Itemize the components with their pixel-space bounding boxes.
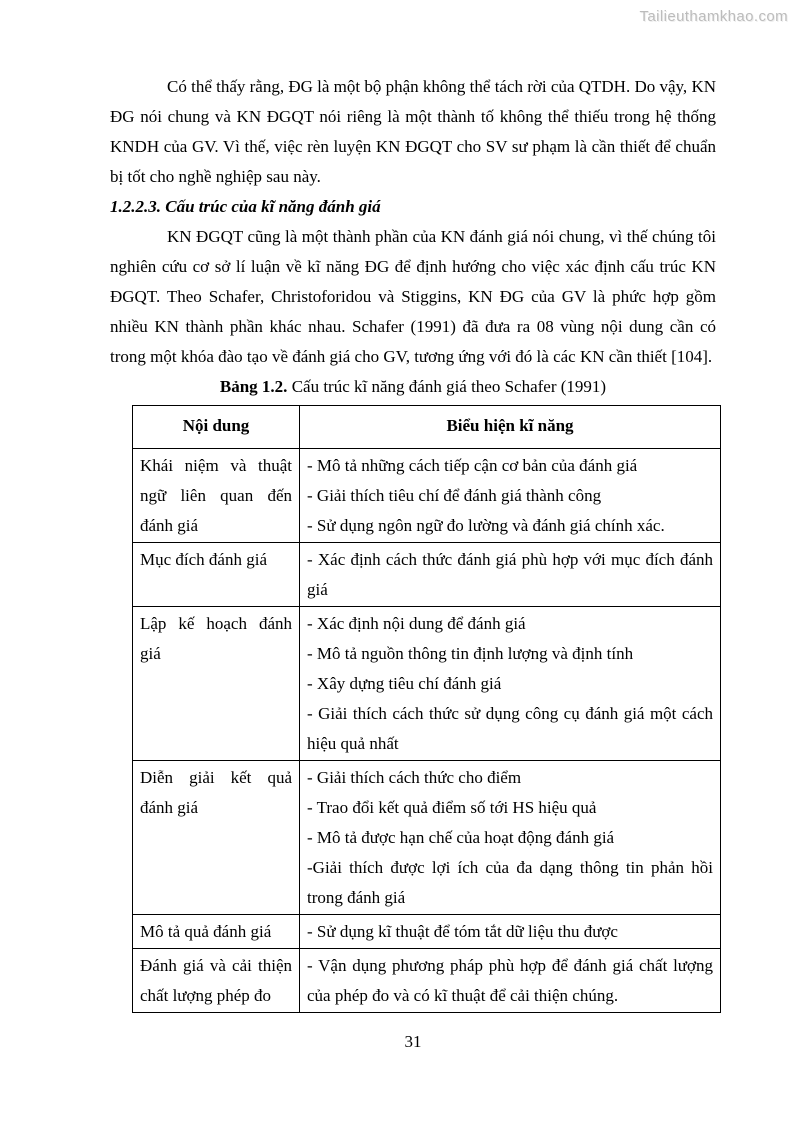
skill-item: - Mô tả được hạn chế của hoạt động đánh giá [307, 828, 615, 847]
column-header-skills: Biểu hiện kĩ năng [300, 406, 721, 449]
skills-cell [300, 915, 721, 949]
content-cell: Diễn giải kết quả đánh giá [133, 761, 300, 915]
skills-cell [300, 949, 721, 1013]
skill-item: - Giải thích cách thức sử dụng công cụ đánh giá một cách hiệu quả nhất [307, 704, 713, 753]
watermark-text: Tailieuthamkhao.com [639, 8, 788, 25]
content-cell: Đánh giá và cải thiện chất lượng phép đo [133, 949, 300, 1013]
skill-item: - Xác định cách thức đánh giá phù hợp với mục đích đánh giá [307, 550, 713, 599]
table-header-row [133, 406, 721, 449]
skill-item: - Giải thích cách thức cho điểm [307, 768, 522, 787]
content-cell: Mục đích đánh giá [133, 543, 300, 607]
skill-item: - Mô tả những cách tiếp cận cơ bản của đánh giá [307, 456, 638, 475]
table-row [133, 449, 721, 543]
skills-cell [300, 761, 721, 915]
skill-item: - Trao đổi kết quả điểm số tới HS hiệu quả [307, 798, 597, 817]
content-cell: Khái niệm và thuật ngữ liên quan đến đánh giá [133, 449, 300, 543]
table-caption [110, 372, 716, 402]
skill-item: - Vận dụng phương pháp phù hợp để đánh giá chất lượng của phép đo và có kĩ thuật để cải thiện chúng. [307, 956, 713, 1005]
column-header-content: Nội dung [133, 406, 300, 449]
skill-item: - Xây dựng tiêu chí đánh giá [307, 674, 502, 693]
paragraph-1: Có thể thấy rằng, ĐG là một bộ phận không thể tách rời của QTDH. Do vậy, KN ĐG nói chung và KN ĐGQT nói riêng là một thành tố không thể thiếu trong hệ thống KNDH của GV. Vì thế, việc rèn luyện KN ĐGQT cho SV sư phạm là cần thiết để chuẩn bị tốt cho nghề nghiệp sau này. [110, 77, 716, 186]
page-content [110, 72, 716, 1057]
skill-item: - Sử dụng kĩ thuật để tóm tắt dữ liệu thu được [307, 922, 618, 941]
section-heading: 1.2.2.3. Cấu trúc của kĩ năng đánh giá [110, 197, 381, 216]
table-row [133, 949, 721, 1013]
content-cell: Lập kế hoạch đánh giá [133, 607, 300, 761]
paragraph-2: KN ĐGQT cũng là một thành phần của KN đánh giá nói chung, vì thế chúng tôi nghiên cứu cơ sở lí luận về kĩ năng ĐG để định hướng cho việc xác định cấu trúc KN ĐGQT. Theo Schafer, Christoforidou và Stiggins, KN ĐG của GV là phức hợp gồm nhiều KN thành phần khác nhau. Schafer (1991) đã đưa ra 08 vùng nội dung cần có trong một khóa đào tạo về đánh giá cho GV, tương ứng với đó là các KN cần thiết [104]. [110, 227, 716, 366]
table-caption-label: Bảng 1.2. [219, 377, 288, 396]
skill-item: - Giải thích tiêu chí để đánh giá thành công [307, 486, 602, 505]
skills-cell [300, 543, 721, 607]
skill-item: - Sử dụng ngôn ngữ đo lường và đánh giá chính xác. [307, 516, 665, 535]
table-row [133, 607, 721, 761]
table-row [133, 543, 721, 607]
skills-cell [300, 449, 721, 543]
table-caption-text: Cấu trúc kĩ năng đánh giá theo Schafer (1991) [287, 377, 607, 396]
skill-item: - Mô tả nguồn thông tin định lượng và định tính [307, 644, 634, 663]
table-row [133, 761, 721, 915]
table-row [133, 915, 721, 949]
skill-item: - Xác định nội dung để đánh giá [307, 614, 526, 633]
skills-cell [300, 607, 721, 761]
skill-item: -Giải thích được lợi ích của đa dạng thông tin phản hồi trong đánh giá [307, 858, 713, 907]
skills-table [132, 405, 721, 1013]
content-cell: Mô tả quả đánh giá [133, 915, 300, 949]
page-number: 31 [404, 1032, 422, 1051]
